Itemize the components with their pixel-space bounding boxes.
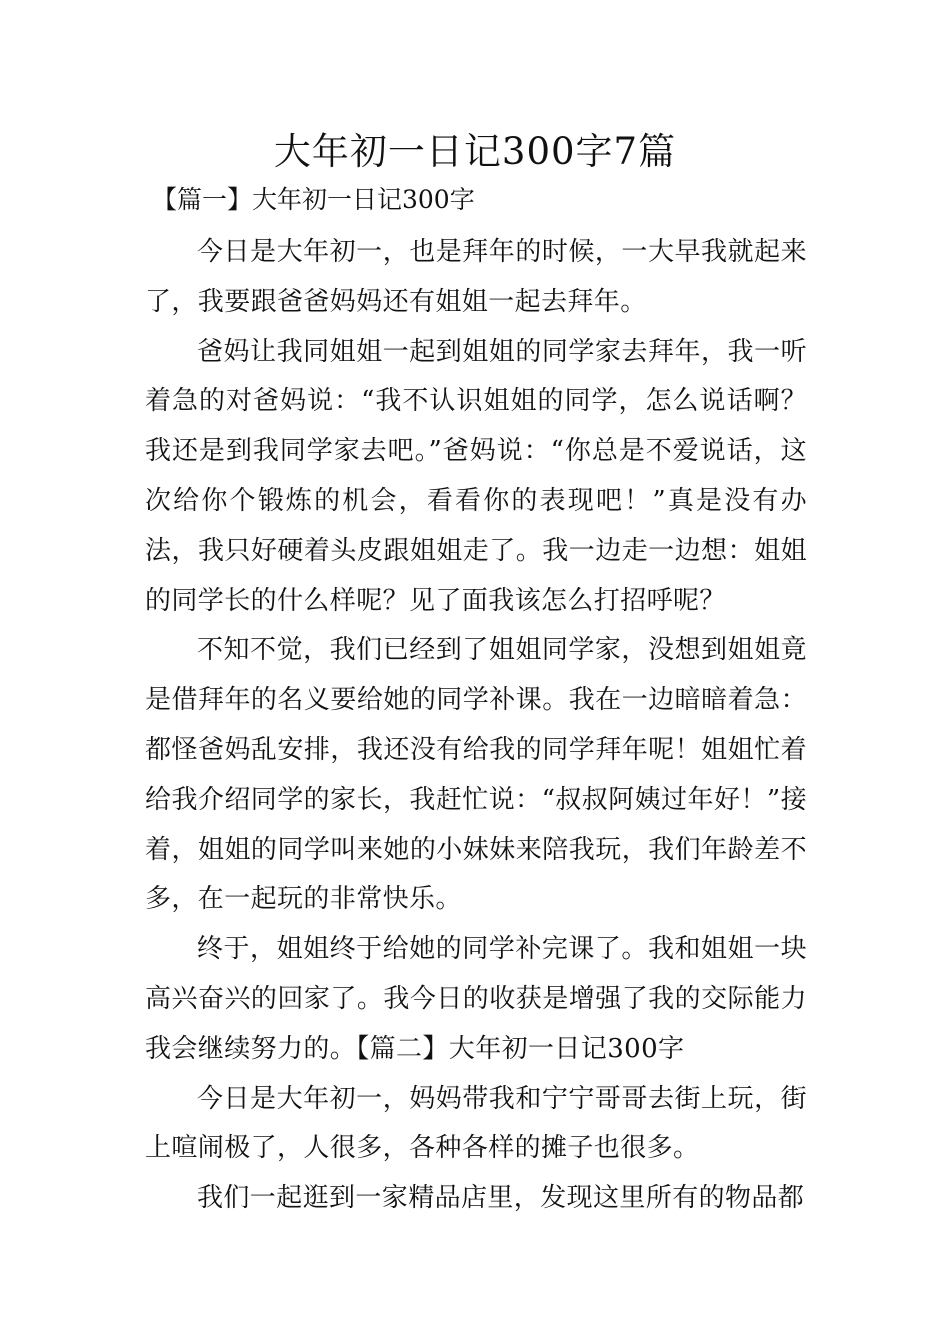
paragraph: 爸妈让我同姐姐一起到姐姐的同学家去拜年，我一听着急的对爸妈说：“我不认识姐姐的同学，怎么说话啊？我还是到我同学家去吧。”爸妈说：“你总是不爱说话，这次给你个锻炼的机会，看看你的表现吧！”真是没有办法，我只好硬着头皮跟姐姐走了。我一边走一边想：姐姐的同学长的什么样呢？见了面我该怎么打招呼呢？ [145,336,807,616]
section-heading: 【篇一】大年初一日记300字 [152,185,475,214]
paragraph: 我们一起逛到一家精品店里，发现这里所有的物品都 [197,1183,805,1214]
paragraph: 不知不觉，我们已经到了姐姐同学家，没想到姐姐竟是借拜年的名义要给她的同学补课。我在一边暗暗着急：都怪爸妈乱安排，我还没有给我的同学拜年呢！姐姐忙着给我介绍同学的家长，我赶忙说：“叔叔阿姨过年好！”接着，姐姐的同学叫来她的小妹妹来陪我玩，我们年龄差不多，在一起玩的非常快乐。 [145,635,807,915]
paragraph: 终于，姐姐终于给她的同学补完课了。我和姐姐一块高兴奋兴的回家了。我今日的收获是增强了我的交际能力我会继续努力的。【篇二】大年初一日记300字 [145,934,807,1064]
document-body [145,228,807,1224]
paragraph: 今日是大年初一，也是拜年的时候，一大早我就起来了，我要跟爸爸妈妈还有姐姐一起去拜年。 [145,237,807,317]
document-title: 大年初一日记300字7篇 [273,130,677,173]
paragraph: 今日是大年初一，妈妈带我和宁宁哥哥去街上玩，街上喧闹极了，人很多，各种各样的摊子也很多。 [145,1083,807,1164]
